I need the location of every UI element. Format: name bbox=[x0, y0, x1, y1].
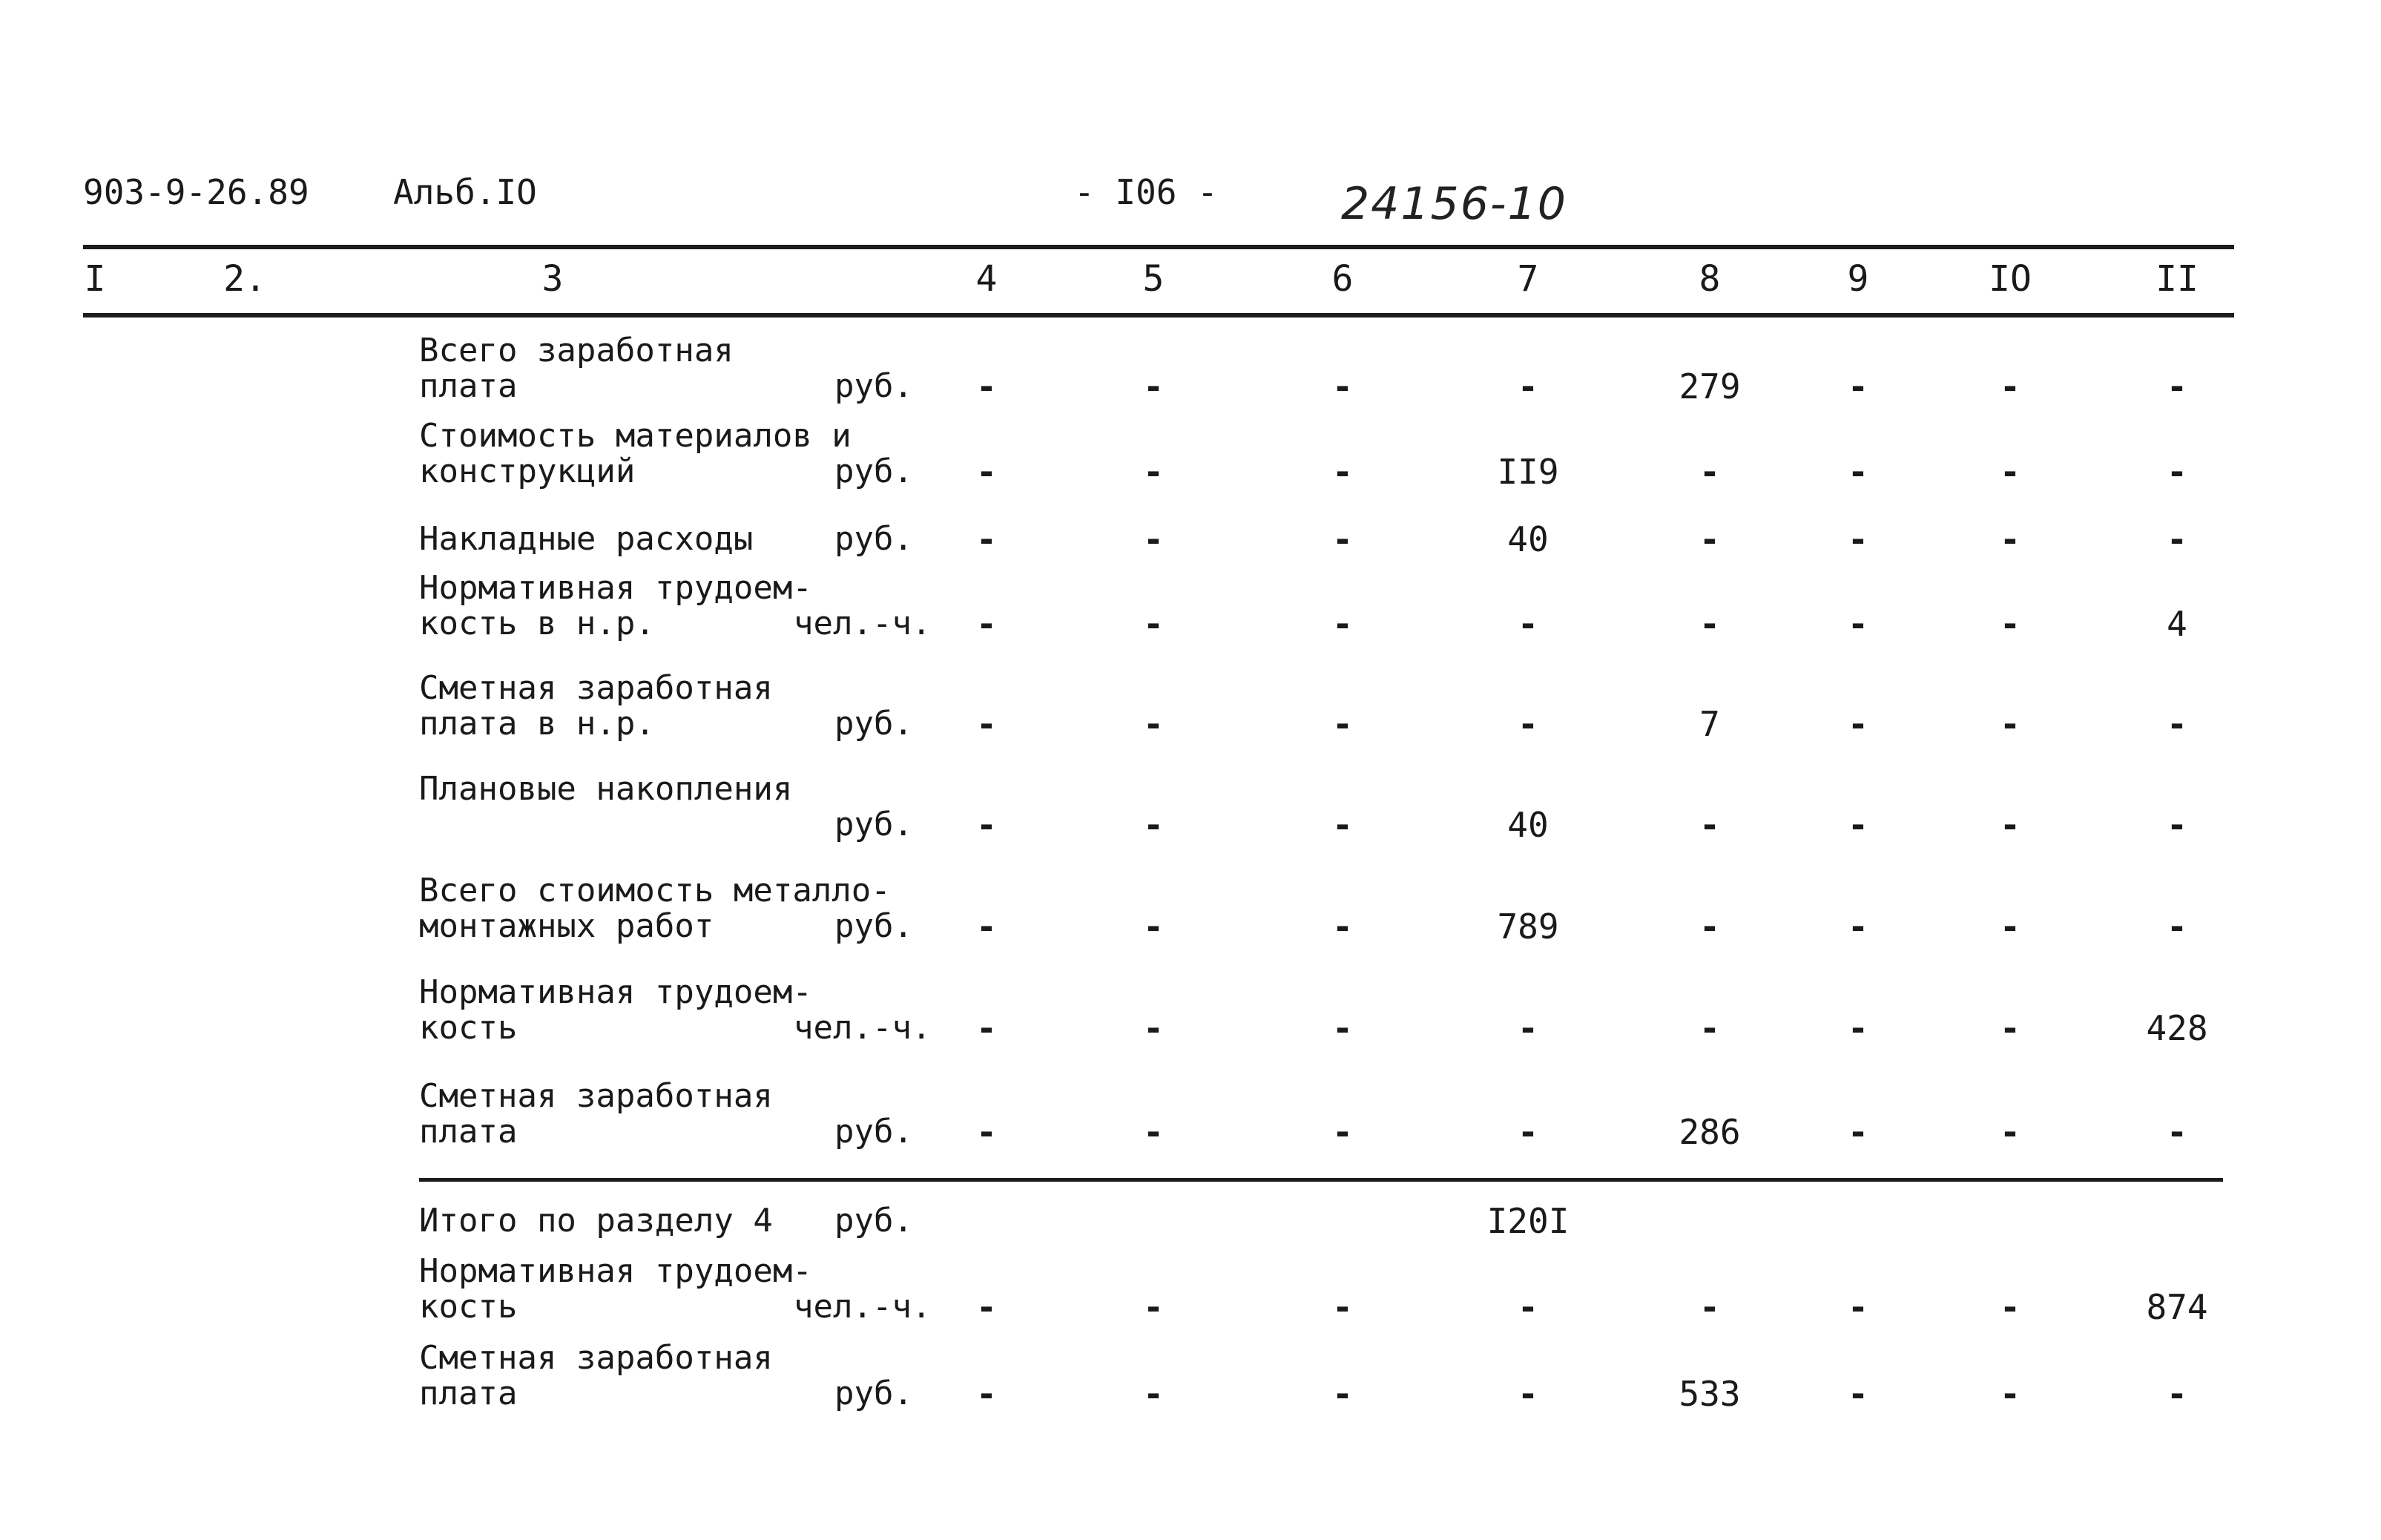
table-cell-col-5: - bbox=[1143, 1112, 1164, 1152]
table-cell-col-4: - bbox=[976, 906, 997, 947]
column-number-8: 8 bbox=[1699, 258, 1721, 300]
table-cell-col-7: 40 bbox=[1507, 805, 1549, 845]
table-cell-col-6: - bbox=[1332, 452, 1353, 492]
table-cell-col-10: - bbox=[2000, 519, 2021, 559]
table-cell-col-6: - bbox=[1332, 1112, 1353, 1152]
table-cell-col-11: - bbox=[2167, 1112, 2187, 1152]
table-cell-col-5: - bbox=[1143, 805, 1164, 845]
table-cell-col-5: - bbox=[1143, 906, 1164, 947]
table-cell-col-11: - bbox=[2167, 1374, 2187, 1414]
table-cell-col-10: - bbox=[2000, 1112, 2021, 1152]
row-unit: руб. bbox=[834, 1202, 913, 1240]
table-cell-col-10: - bbox=[2000, 805, 2021, 845]
table-cell-col-11: - bbox=[2167, 704, 2187, 744]
row-unit: руб. bbox=[834, 705, 913, 743]
row-label-line2: плата bbox=[419, 1113, 518, 1151]
table-cell-col-4: - bbox=[976, 704, 997, 744]
table-cell-col-4: - bbox=[976, 519, 997, 559]
row-label-line2: Накладные расходы bbox=[419, 520, 754, 558]
table-cell-col-9: - bbox=[1848, 604, 1868, 644]
table-cell-col-5: - bbox=[1143, 452, 1164, 492]
table-cell-col-6: - bbox=[1332, 519, 1353, 559]
table-cell-col-11: - bbox=[2167, 519, 2187, 559]
row-unit: руб. bbox=[834, 1113, 913, 1151]
column-number-7: 7 bbox=[1517, 258, 1539, 300]
row-unit: чел.-ч. bbox=[794, 605, 932, 642]
row-unit: чел.-ч. bbox=[794, 1288, 932, 1326]
table-cell-col-6: - bbox=[1332, 1287, 1353, 1327]
row-label-line2: Итого по разделу 4 bbox=[419, 1202, 773, 1240]
album-number: Альб.IO bbox=[393, 172, 537, 212]
table-cell-col-9: - bbox=[1848, 906, 1868, 947]
table-cell-col-11: 874 bbox=[2146, 1287, 2208, 1327]
header-bottom-rule bbox=[83, 313, 2234, 317]
table-cell-col-9: - bbox=[1848, 1287, 1868, 1327]
table-cell-col-8: 533 bbox=[1679, 1374, 1741, 1414]
table-cell-col-7: 789 bbox=[1497, 906, 1559, 947]
row-label-line2: кость в н.р. bbox=[419, 605, 655, 642]
table-cell-col-8: 279 bbox=[1679, 366, 1741, 407]
table-cell-col-5: - bbox=[1143, 1008, 1164, 1048]
row-label-line2: плата bbox=[419, 1375, 518, 1412]
table-cell-col-4: - bbox=[976, 1112, 997, 1152]
table-cell-col-5: - bbox=[1143, 519, 1164, 559]
table-cell-col-10: - bbox=[2000, 906, 2021, 947]
table-cell-col-4: - bbox=[976, 366, 997, 407]
document-code: 903-9-26.89 bbox=[83, 172, 309, 212]
table-cell-col-5: - bbox=[1143, 1287, 1164, 1327]
table-cell-col-5: - bbox=[1143, 604, 1164, 644]
table-cell-col-4: - bbox=[976, 1287, 997, 1327]
row-label-line1: Стоимость материалов и bbox=[419, 417, 852, 455]
table-cell-col-9: - bbox=[1848, 805, 1868, 845]
row-label-line1: Сметная заработная bbox=[419, 1077, 773, 1115]
table-cell-col-4: - bbox=[976, 805, 997, 845]
table-cell-col-7: - bbox=[1518, 1112, 1538, 1152]
row-label-line2: плата в н.р. bbox=[419, 705, 655, 743]
row-label-line1: Нормативная трудоем- bbox=[419, 569, 812, 607]
table-cell-col-6: - bbox=[1332, 805, 1353, 845]
table-cell-col-9: - bbox=[1848, 1008, 1868, 1048]
row-label-line1: Нормативная трудоем- bbox=[419, 973, 812, 1011]
column-number-5: 5 bbox=[1142, 258, 1165, 300]
table-cell-col-9: - bbox=[1848, 1112, 1868, 1152]
table-cell-col-11: 428 bbox=[2146, 1008, 2208, 1048]
table-cell-col-5: - bbox=[1143, 366, 1164, 407]
table-cell-col-4: - bbox=[976, 1008, 997, 1048]
table-cell-col-6: - bbox=[1332, 1008, 1353, 1048]
table-cell-col-6: - bbox=[1332, 604, 1353, 644]
row-label-line1: Всего стоимость металло- bbox=[419, 872, 891, 909]
table-cell-col-10: - bbox=[2000, 1374, 2021, 1414]
row-label-line2: кость bbox=[419, 1009, 518, 1047]
table-cell-col-6: - bbox=[1332, 1374, 1353, 1414]
row-unit: руб. bbox=[834, 907, 913, 945]
row-label-line1: Сметная заработная bbox=[419, 669, 773, 707]
row-unit: руб. bbox=[834, 1375, 913, 1412]
table-top-rule bbox=[83, 245, 2234, 249]
table-cell-col-10: - bbox=[2000, 452, 2021, 492]
table-cell-col-8: - bbox=[1699, 519, 1720, 559]
table-cell-col-6: - bbox=[1332, 704, 1353, 744]
table-cell-col-7: I20I bbox=[1486, 1201, 1570, 1241]
table-cell-col-7: - bbox=[1518, 366, 1538, 407]
column-number-4: 4 bbox=[975, 258, 998, 300]
table-cell-col-10: - bbox=[2000, 1008, 2021, 1048]
table-cell-col-7: 40 bbox=[1507, 519, 1549, 559]
table-cell-col-8: - bbox=[1699, 805, 1720, 845]
table-cell-col-7: II9 bbox=[1497, 452, 1559, 492]
table-cell-col-7: - bbox=[1518, 1008, 1538, 1048]
table-cell-col-9: - bbox=[1848, 452, 1868, 492]
table-cell-col-11: - bbox=[2167, 805, 2187, 845]
row-label-line1: Плановые накопления bbox=[419, 770, 793, 808]
table-cell-col-7: - bbox=[1518, 704, 1538, 744]
table-cell-col-11: - bbox=[2167, 366, 2187, 407]
row-label-line1: Сметная заработная bbox=[419, 1339, 773, 1377]
table-cell-col-7: - bbox=[1518, 1374, 1538, 1414]
table-cell-col-8: 286 bbox=[1679, 1112, 1741, 1152]
row-unit: руб. bbox=[834, 806, 913, 843]
table-cell-col-9: - bbox=[1848, 704, 1868, 744]
table-cell-col-9: - bbox=[1848, 519, 1868, 559]
table-cell-col-6: - bbox=[1332, 366, 1353, 407]
table-cell-col-5: - bbox=[1143, 1374, 1164, 1414]
row-label-line1: Нормативная трудоем- bbox=[419, 1252, 812, 1290]
column-number-6: 6 bbox=[1331, 258, 1354, 300]
table-cell-col-8: - bbox=[1699, 906, 1720, 947]
table-cell-col-10: - bbox=[2000, 1287, 2021, 1327]
row-unit: руб. bbox=[834, 453, 913, 490]
column-number-3: 3 bbox=[541, 258, 564, 300]
table-cell-col-9: - bbox=[1848, 1374, 1868, 1414]
table-cell-col-10: - bbox=[2000, 366, 2021, 407]
table-cell-col-11: - bbox=[2167, 452, 2187, 492]
column-number-11: II bbox=[2156, 258, 2199, 300]
row-label-line2: плата bbox=[419, 367, 518, 405]
table-cell-col-8: 7 bbox=[1699, 704, 1720, 744]
table-cell-col-9: - bbox=[1848, 366, 1868, 407]
row-label-line1: Всего заработная bbox=[419, 332, 734, 369]
page-number: - I06 - bbox=[1074, 172, 1218, 212]
table-cell-col-8: - bbox=[1699, 604, 1720, 644]
row-label-line2: монтажных работ bbox=[419, 907, 714, 945]
column-number-2: 2. bbox=[223, 258, 266, 300]
row-unit: чел.-ч. bbox=[794, 1009, 932, 1047]
table-cell-col-5: - bbox=[1143, 704, 1164, 744]
table-cell-col-10: - bbox=[2000, 704, 2021, 744]
table-cell-col-7: - bbox=[1518, 604, 1538, 644]
column-number-9: 9 bbox=[1847, 258, 1869, 300]
row-unit: руб. bbox=[834, 520, 913, 558]
table-cell-col-8: - bbox=[1699, 1008, 1720, 1048]
table-cell-col-4: - bbox=[976, 1374, 997, 1414]
handwritten-inventory-number: 24156-10 bbox=[1341, 178, 1567, 230]
table-cell-col-4: - bbox=[976, 452, 997, 492]
subtotal-rule bbox=[419, 1178, 2223, 1182]
row-label-line2: кость bbox=[419, 1288, 518, 1326]
table-cell-col-10: - bbox=[2000, 604, 2021, 644]
column-number-1: I bbox=[84, 258, 106, 300]
table-cell-col-11: - bbox=[2167, 906, 2187, 947]
table-cell-col-6: - bbox=[1332, 906, 1353, 947]
row-label-line2: конструкций bbox=[419, 453, 636, 490]
table-cell-col-8: - bbox=[1699, 452, 1720, 492]
table-cell-col-7: - bbox=[1518, 1287, 1538, 1327]
table-cell-col-4: - bbox=[976, 604, 997, 644]
table-cell-col-8: - bbox=[1699, 1287, 1720, 1327]
column-number-10: IO bbox=[1989, 258, 2032, 300]
row-unit: руб. bbox=[834, 367, 913, 405]
table-cell-col-11: 4 bbox=[2167, 604, 2187, 644]
